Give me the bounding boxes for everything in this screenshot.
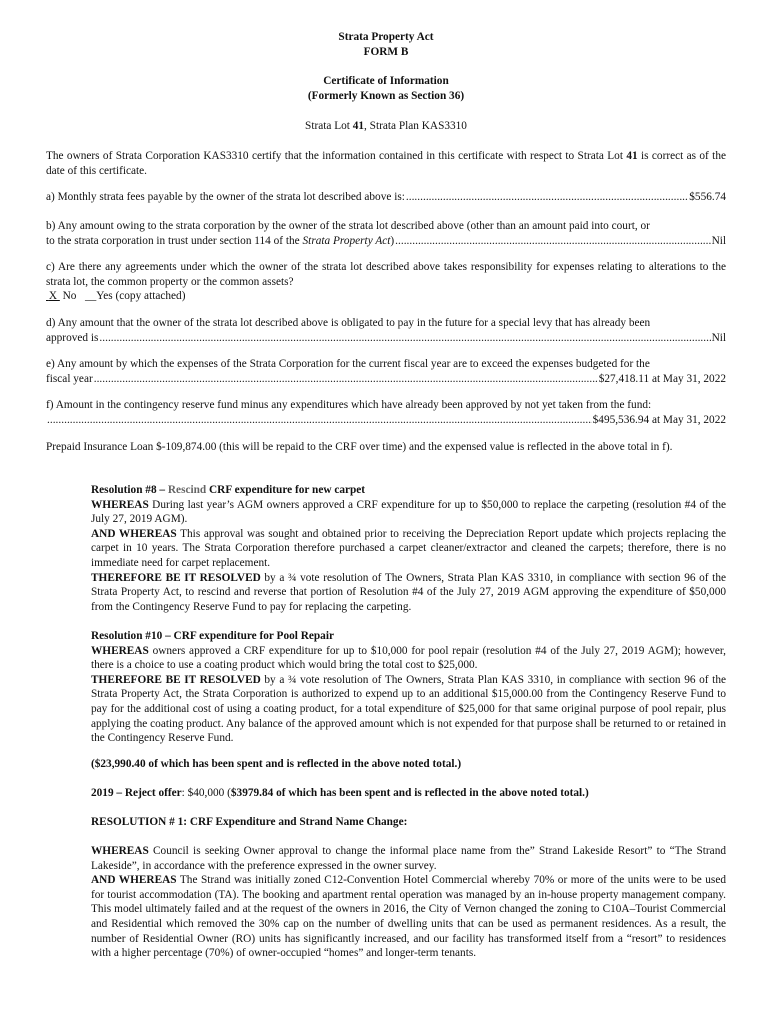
expense-excess-value: $27,418.11 at May 31, 2022 [598, 372, 726, 385]
dot-leader [406, 190, 688, 205]
monthly-fees-value: $556.74 [689, 191, 726, 203]
no-checkbox-mark: X [48, 290, 57, 303]
resolution-10-title: Resolution #10 – CRF expenditure for Pool Repair [91, 630, 334, 642]
item-d: d) Any amount that the owner of the strata lot described above is obligated to pay in the future for a special levy that has already been approved is . . . Nil [46, 316, 726, 345]
resolution-10: Resolution #10 – CRF expenditure for Pool Repair WHEREAS owners approved a CRF expenditure for up to $10,000 for pool repair (resolution #4 of the July 27, 2019 AGM); however, there is a choice to use a coating product which would bring the total cost to $25,000. THEREFORE BE IT RESOLVED by a ¾ vote resolution of The Owners, Strata Plan KAS 3310, in compliance with section 96 of the Strata Property Act, the Strata Corporation is authorized to expend up to an additional $15,000.00 from the Contingency Reserve Fund to pay for the additional cost of using a coating product, for a total expenditure of $25,000 for that same original purpose of pool repair, plus applying the coating product. Any balance of the approved amount which is not expended for that purpose shall be returned to or retained in the Contingency Reserve Fund. [91, 630, 726, 745]
certificate-title-block [46, 74, 726, 103]
resolution-8-title: Resolution #8 – Rescind CRF expenditure for new carpet [91, 484, 366, 496]
amount-owing-value: Nil [711, 234, 726, 247]
form-label: FORM B [363, 45, 409, 58]
form-header [46, 30, 726, 59]
resolution-1: WHEREAS Council is seeking Owner approval to change the informal place name from the” Strand Lakeside Resort” to “The Strand Lakeside”, in accordance with the preference expressed in the owner survey. AND WHEREAS The Strand was initially zoned C12-Convention Hotel Commercial whereby 70% or more of the units were to be used for tourist accommodation (TA). The booking and apartment rental operation was managed by an in-house property management company. This model ultimately failed and at the request of the owners in 2016, the City of Vernon changed the zoning to C10A–Tourist Commercial and Residential which removed the 30% cap on the number of dwelling units that can be used as permanent residences. As a result, the number of Residential Owner (RO) units has significantly increased, and our facility has transformed itself from a “resort” to residences with a higher percentage (70%) of owner-occupied “homes” and longer-term tenants. [91, 845, 726, 960]
item-e: e) Any amount by which the expenses of the Strata Corporation for the current fiscal year are to exceed the expenses budgeted for the fiscal year . . . $27,418.11 at May 31, 2022 [46, 357, 726, 386]
resolution-1-title: RESOLUTION # 1: CRF Expenditure and Strand Name Change: [91, 816, 408, 828]
resolution-10-spent: ($23,990.40 of which has been spent and is reflected in the above noted total.) [91, 758, 462, 770]
certificate-title: Certificate of Information [323, 75, 449, 87]
yes-checkbox-mark: __ [84, 290, 97, 303]
item-b: b) Any amount owing to the strata corporation by the owner of the strata lot described above (other than an amount paid into court, or to the strata corporation in trust under section 114 of the Strata Property Act) . . . Nil [46, 219, 726, 248]
act-title: Strata Property Act [338, 31, 434, 43]
agreement-options: X No __Yes (copy attached) [46, 289, 726, 304]
prepaid-insurance-note: Prepaid Insurance Loan $-109,874.00 (this will be repaid to the CRF over time) and the expensed value is reflected in the above total in f). [46, 441, 673, 453]
resolution-8: Resolution #8 – Rescind CRF expenditure for new carpet WHEREAS During last year’s AGM owners approved a CRF expenditure for up to $50,000 to replace the carpeting (resolution #4 of the July 27, 2019 AGM). AND WHEREAS This approval was sought and obtained prior to receiving the Depreciation Report update which projects replacing the carpet in 10 years. The Strata Corporation therefore purchased a carpet cleaner/extractor and cleaned the carpets; therefore, there is no immediate need for carpet replacement. THEREFORE BE IT RESOLVED by a ¾ vote resolution of The Owners, Strata Plan KAS 3310, in compliance with section 96 of the Strata Property Act, to rescind and reverse that portion of Resolution #4 of the July 27, 2019 AGM approving the expenditure of $50,000 from the Contingency Reserve Fund to pay for replacing the carpeting. [91, 484, 726, 613]
dot-leader [94, 372, 598, 387]
reject-offer-line: 2019 – Reject offer: $40,000 ($3979.84 of which has been spent and is reflected in the above noted total.) [91, 787, 589, 799]
dot-leader [99, 331, 710, 346]
special-levy-value: Nil [711, 331, 726, 344]
dot-leader [395, 234, 710, 249]
certificate-subtitle: (Formerly Known as Section 36) [307, 89, 465, 102]
dot-leader [47, 413, 592, 428]
intro-paragraph: The owners of Strata Corporation KAS3310 certify that the information contained in this certificate with respect to Strata Lot 41 is correct as of the date of this certificate. [46, 150, 726, 177]
item-a: a) Monthly strata fees payable by the owner of the strata lot described above is: . . . $556.74 [46, 190, 726, 205]
item-f: f) Amount in the contingency reserve fund minus any expenditures which have already been approved by not yet taken from the fund: . . . $495,536.94 at May 31, 2022 [46, 398, 726, 427]
lot-number: 41 [352, 120, 365, 132]
item-c: c) Are there any agreements under which the owner of the strata lot described above takes responsibility for expenses relating to alterations to the strata lot, the common property or the common assets? X No __Yes (copy attached) [46, 261, 726, 303]
strata-lot-line: Strata Lot 41, Strata Plan KAS3310 [305, 120, 467, 132]
contingency-fund-value: $495,536.94 at May 31, 2022 [592, 413, 726, 426]
